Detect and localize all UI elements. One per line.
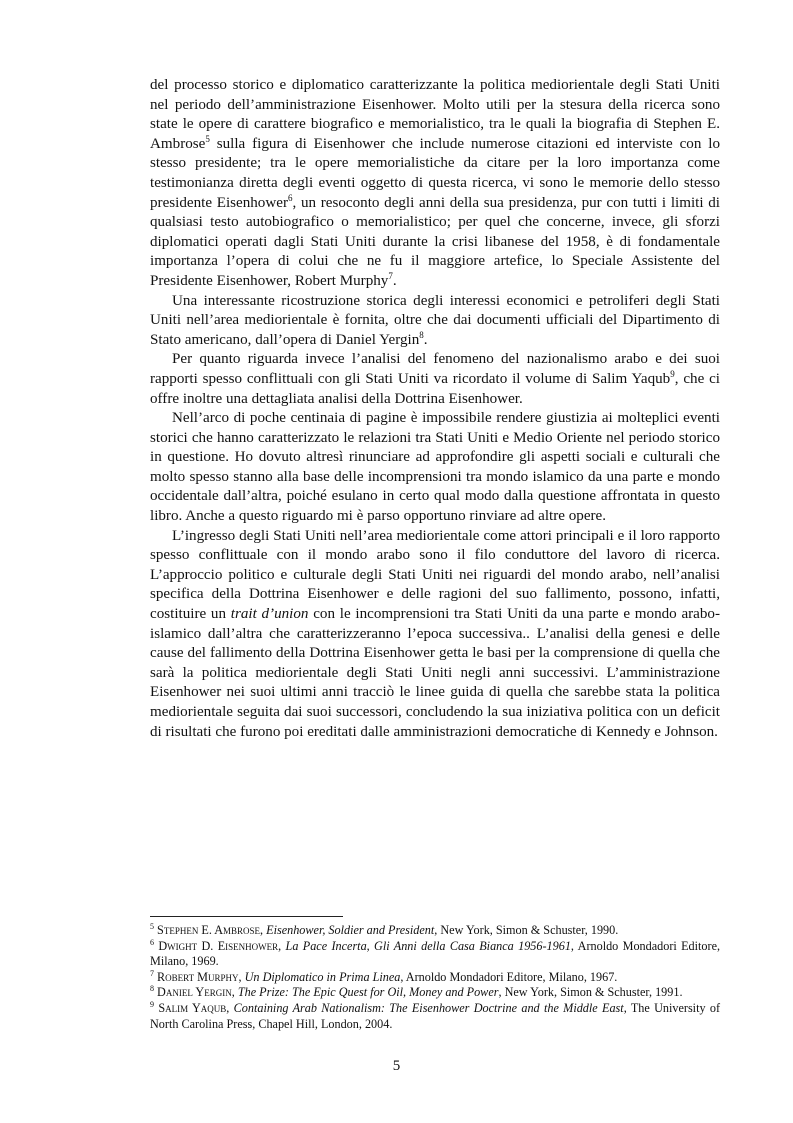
text-run: , Arnoldo Mondadori Editore, Milano, 1969. <box>150 938 721 969</box>
body-text <box>150 76 720 742</box>
text-run: , Arnoldo Mondadori Editore, Milano, 1967. <box>400 969 618 984</box>
author-name: Dwight D. Eisenhower <box>158 938 279 953</box>
footnote-marker: 8 <box>150 984 154 994</box>
paragraph <box>150 527 720 743</box>
text-run: . <box>392 272 397 289</box>
footnote-marker: 9 <box>150 999 154 1009</box>
text-run: , <box>226 1000 234 1015</box>
text-run: Per quanto riguarda invece l’analisi del fenomeno del nazionalismo arabo e dei suoi rapporti spesso conflittuali con gli Stati Uniti va ricordato il volume di Salim Yaqub <box>150 351 720 387</box>
text-run: , <box>238 969 245 984</box>
footnote <box>150 939 720 970</box>
page-number: 5 <box>392 1058 401 1074</box>
text-run: del processo storico e diplomatico caratterizzante la politica mediorientale degli Stati Uniti nel periodo dell’amministrazione Eisenhower. Molto utili per la stesura della ricerca sono state le opere di carattere biografico e memorialistico, tra le quali la biografia di Stephen E. Ambrose <box>150 77 720 152</box>
footnote-marker: 5 <box>150 922 154 931</box>
text-run: sulla figura di Eisenhower che include numerose citazioni ed interviste con lo stesso presidente; tra le opere memorialistiche da citare per la loro importanza come testimonianza diretta degli eventi oggetto di questa ricerca, vi sono le memorie dello stesso presidente Eisenhower <box>150 135 720 211</box>
footnote-marker: 6 <box>150 937 154 947</box>
italic-text: Un Diplomatico in Prima Linea <box>244 969 401 984</box>
footnote-marker: 6 <box>287 192 293 203</box>
text-run: Nell’arco di poche centinaia di pagine è impossibile rendere giustizia ai molteplici eventi storici che hanno caratterizzato le relazioni tra Stati Uniti e Medio Oriente nel periodo storico in questione. Ho dovuto altresì rinunciare ad approfondire gli aspetti sociali e culturali che molto spesso stanno alla base delle incomprensioni tra mondo islamico da una parte e mondo occidentale dall’altra, poiché esulano in certo qual modo dalla questione affrontata in questo libro. Anche a questo riguardo mi è parso opportuno rinviare ad altre opere. <box>150 410 720 525</box>
text-run: , <box>231 985 238 1000</box>
footnote-separator <box>150 916 343 917</box>
footnote-marker: 7 <box>388 270 393 281</box>
footnote-marker: 8 <box>419 329 424 340</box>
italic-text: Containing Arab Nationalism: The Eisenhower Doctrine and the Middle East <box>233 1000 624 1015</box>
author-name: Daniel Yergin <box>157 985 232 1000</box>
italic-text: La Pace Incerta, Gli Anni della Casa Bianca 1956-1961 <box>285 938 571 953</box>
footnote <box>150 1001 720 1032</box>
footnote-marker: 9 <box>670 368 675 379</box>
text-run: , che ci offre inoltre una dettagliata analisi della Dottrina Eisenhower. <box>150 370 720 407</box>
text-run: , New York, Simon & Schuster, 1990. <box>434 923 619 937</box>
text-run: con le incomprensioni tra Stati Uniti da una parte e mondo arabo-islamico dall’altra che caratterizzeranno l’epoca successiva.. L’analisi della genesi e delle cause del fallimento della Dottrina Eisenhower getta le basi per la comprensione di quella che sarà la politica mediorientale degli Stati Uniti negli anni successivi. L’amministrazione Eisenhower nei suoi ultimi anni tracciò le linee guida di quella che sarebbe stata la politica mediorientale seguita dai suoi successori, concludendo la sua iniziativa politica con un deficit di risultati che furono poi ereditati dalle amministrazioni democratiche di Kennedy e Johnson. <box>150 606 720 740</box>
text-run: , The University of North Carolina Press, Chapel Hill, London, 2004. <box>150 1000 721 1031</box>
text-run: . <box>423 331 428 348</box>
footnote-marker: 7 <box>150 968 154 978</box>
text-run: , New York, Simon & Schuster, 1991. <box>498 985 683 1000</box>
text-run: , un resoconto degli anni della sua presidenza, pur con tutti i limiti di qualsiasi testo autobiografico o memorialistico; per quel che concerne, invece, gli sforzi diplomatici operati dagli Stati Uniti durante la crisi libanese del 1958, è di fondamentale importanza l’opera di colui che ne fu il maggiore artefice, lo Speciale Assistente del Presidente Eisenhower, Robert Murphy <box>150 194 720 289</box>
text-run: L’ingresso degli Stati Uniti nell’area mediorientale come attori principali e il loro rapporto spesso conflittuale con il mondo arabo sono il filo conduttore del lavoro di ricerca. L’approccio politico e culturale degli Stati Uniti nei riguardi del mondo arabo, nell’analisi specifica della Dottrina Eisenhower e delle ragioni del suo fallimento, possono, infatti, costituire un <box>150 527 720 623</box>
paragraph <box>150 292 720 351</box>
italic-text: Eisenhower, Soldier and President <box>266 923 435 937</box>
author-name: Stephen E. Ambrose <box>157 923 261 937</box>
paragraph <box>150 76 720 292</box>
author-name: Robert Murphy <box>157 969 239 984</box>
footnotes <box>150 923 720 1032</box>
paragraph <box>150 350 720 409</box>
paragraph <box>150 409 720 527</box>
footnote-marker: 5 <box>205 133 210 144</box>
author-name: Salim Yaqub <box>158 1000 227 1015</box>
italic-text: trait d’union <box>230 606 309 623</box>
italic-text: The Prize: The Epic Quest for Oil, Money and Power <box>237 985 499 1000</box>
text-run: , <box>260 923 267 937</box>
text-run: Una interessante ricostruzione storica degli interessi economici e petroliferi degli Stati Uniti nell’area mediorientale è fornita, oltre che dai documenti ufficiali del Dipartimento di Stato americano, dall’opera di Daniel Yergin <box>150 292 720 348</box>
text-run: , <box>278 938 286 953</box>
footnote <box>150 923 720 939</box>
footnote <box>150 985 720 1001</box>
footnote <box>150 970 720 986</box>
